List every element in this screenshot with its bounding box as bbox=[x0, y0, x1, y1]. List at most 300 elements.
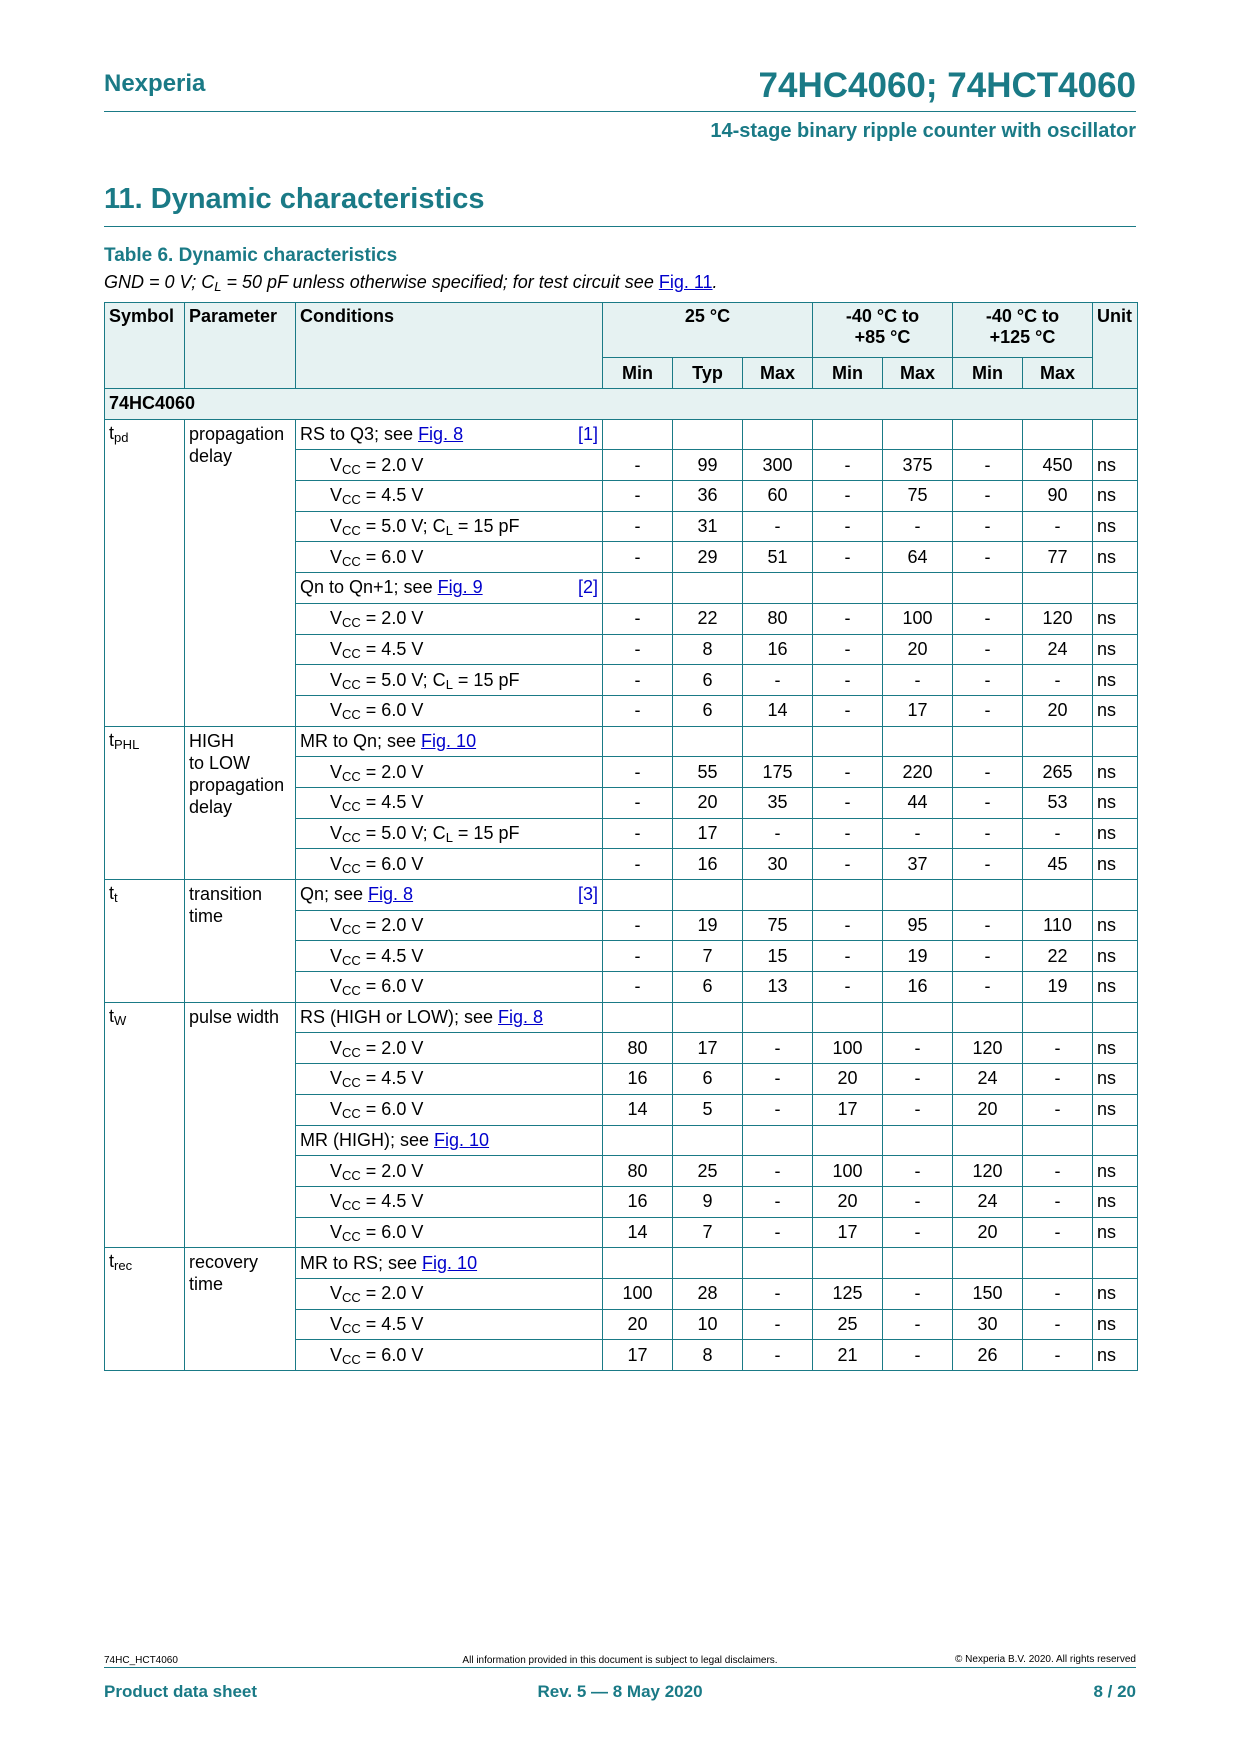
value-cell: - bbox=[603, 603, 673, 634]
unit-cell: ns bbox=[1093, 1033, 1138, 1064]
value-cell: - bbox=[1023, 1156, 1093, 1187]
value-cell: 28 bbox=[673, 1278, 743, 1309]
empty-cell bbox=[813, 880, 883, 911]
col-header-125c: -40 °C to +125 °C bbox=[953, 303, 1093, 358]
condition-vcc: $V_{CC} = 4.5$ V bbox=[296, 1186, 603, 1217]
table-row bbox=[105, 419, 1138, 450]
table-caption: Table 6. Dynamic characteristics bbox=[104, 245, 398, 266]
value-cell: 53 bbox=[1023, 787, 1093, 818]
value-cell: 80 bbox=[603, 1033, 673, 1064]
condition-heading: MR to Qn; see Fig. 10 bbox=[296, 726, 603, 757]
value-cell: 8 bbox=[673, 634, 743, 665]
col-header-min: Min bbox=[813, 358, 883, 389]
value-cell: 75 bbox=[883, 481, 953, 512]
condition-heading: Qn; see Fig. 8 [3] bbox=[296, 880, 603, 911]
value-cell: - bbox=[883, 1186, 953, 1217]
footnote-ref[interactable]: [3] bbox=[577, 884, 598, 904]
unit-cell: ns bbox=[1093, 481, 1138, 512]
empty-cell bbox=[673, 1125, 743, 1156]
value-cell: - bbox=[743, 818, 813, 849]
empty-cell bbox=[813, 573, 883, 604]
value-cell: - bbox=[813, 695, 883, 726]
unit-cell: ns bbox=[1093, 941, 1138, 972]
empty-cell bbox=[603, 419, 673, 450]
figure-link[interactable]: Fig. 9 bbox=[437, 577, 483, 598]
empty-cell bbox=[883, 1002, 953, 1033]
empty-cell bbox=[743, 1248, 813, 1279]
value-cell: 26 bbox=[953, 1340, 1023, 1371]
value-cell: - bbox=[953, 695, 1023, 726]
empty-cell bbox=[813, 419, 883, 450]
unit-cell: ns bbox=[1093, 910, 1138, 941]
value-cell: 17 bbox=[673, 818, 743, 849]
empty-cell bbox=[1023, 726, 1093, 757]
empty-cell bbox=[673, 573, 743, 604]
value-cell: 24 bbox=[953, 1186, 1023, 1217]
condition-vcc: $V_{CC} = 2.0$ V bbox=[296, 1278, 603, 1309]
figure-link[interactable]: Fig. 8 bbox=[368, 884, 414, 905]
value-cell: - bbox=[883, 818, 953, 849]
footer-doc-id: 74HC_HCT4060 bbox=[104, 1655, 178, 1666]
value-cell: - bbox=[883, 1064, 953, 1095]
value-cell: - bbox=[603, 481, 673, 512]
value-cell: - bbox=[743, 1278, 813, 1309]
value-cell: 22 bbox=[1023, 941, 1093, 972]
col-header-85c: -40 °C to +85 °C bbox=[813, 303, 953, 358]
unit-cell: ns bbox=[1093, 1340, 1138, 1371]
condition-vcc: $V_{CC} = 2.0$ V bbox=[296, 1156, 603, 1187]
value-cell: 450 bbox=[1023, 450, 1093, 481]
empty-cell bbox=[1093, 573, 1138, 604]
value-cell: 120 bbox=[1023, 603, 1093, 634]
value-cell: 6 bbox=[673, 695, 743, 726]
value-cell: 6 bbox=[673, 1064, 743, 1095]
value-cell: 375 bbox=[883, 450, 953, 481]
value-cell: - bbox=[953, 849, 1023, 880]
condition-vcc: $V_{CC} = 6.0$ V bbox=[296, 542, 603, 573]
unit-cell: ns bbox=[1093, 1186, 1138, 1217]
condition-vcc: $V_{CC} = 4.5$ V bbox=[296, 787, 603, 818]
empty-cell bbox=[603, 726, 673, 757]
value-cell: 22 bbox=[673, 603, 743, 634]
value-cell: - bbox=[1023, 1186, 1093, 1217]
value-cell: 37 bbox=[883, 849, 953, 880]
value-cell: - bbox=[603, 818, 673, 849]
value-cell: - bbox=[743, 1156, 813, 1187]
value-cell: - bbox=[1023, 1278, 1093, 1309]
table-row bbox=[105, 1002, 1138, 1033]
value-cell: - bbox=[813, 603, 883, 634]
empty-cell bbox=[953, 1248, 1023, 1279]
value-cell: 25 bbox=[813, 1309, 883, 1340]
condition-vcc: $V_{CC} = 6.0$ V bbox=[296, 972, 603, 1003]
empty-cell bbox=[953, 573, 1023, 604]
value-cell: 20 bbox=[603, 1309, 673, 1340]
value-cell: 77 bbox=[1023, 542, 1093, 573]
unit-cell: ns bbox=[1093, 1094, 1138, 1125]
unit-cell: ns bbox=[1093, 542, 1138, 573]
value-cell: - bbox=[603, 972, 673, 1003]
value-cell: - bbox=[883, 1033, 953, 1064]
value-cell: - bbox=[1023, 1309, 1093, 1340]
value-cell: 220 bbox=[883, 757, 953, 788]
col-header-min: Min bbox=[603, 358, 673, 389]
empty-cell bbox=[813, 726, 883, 757]
value-cell: 75 bbox=[743, 910, 813, 941]
value-cell: - bbox=[953, 634, 1023, 665]
value-cell: 100 bbox=[813, 1033, 883, 1064]
value-cell: 8 bbox=[673, 1340, 743, 1371]
table-row bbox=[105, 880, 1138, 911]
value-cell: - bbox=[813, 941, 883, 972]
condition-vcc: $V_{CC} = 4.5$ V bbox=[296, 1309, 603, 1340]
symbol-cell: $t_W$ bbox=[105, 1002, 185, 1248]
value-cell: - bbox=[603, 542, 673, 573]
condition-vcc: $V_{CC} = 4.5$ V bbox=[296, 941, 603, 972]
value-cell: - bbox=[1023, 1064, 1093, 1095]
value-cell: - bbox=[953, 972, 1023, 1003]
unit-cell: ns bbox=[1093, 665, 1138, 696]
col-header-max: Max bbox=[743, 358, 813, 389]
condition-vcc: $V_{CC} = 6.0$ V bbox=[296, 1094, 603, 1125]
value-cell: - bbox=[813, 972, 883, 1003]
col-header-typ: Typ bbox=[673, 358, 743, 389]
value-cell: - bbox=[883, 1340, 953, 1371]
value-cell: - bbox=[813, 634, 883, 665]
col-header-conditions: Conditions bbox=[296, 303, 603, 389]
value-cell: 19 bbox=[1023, 972, 1093, 1003]
condition-vcc: $V_{CC} = 2.0$ V bbox=[296, 757, 603, 788]
value-cell: 14 bbox=[603, 1217, 673, 1248]
value-cell: - bbox=[1023, 818, 1093, 849]
value-cell: 175 bbox=[743, 757, 813, 788]
value-cell: - bbox=[813, 511, 883, 542]
empty-cell bbox=[883, 726, 953, 757]
unit-cell: ns bbox=[1093, 634, 1138, 665]
unit-cell: ns bbox=[1093, 787, 1138, 818]
unit-cell: ns bbox=[1093, 1309, 1138, 1340]
value-cell: - bbox=[883, 1156, 953, 1187]
value-cell: 20 bbox=[953, 1094, 1023, 1125]
condition-vcc: $V_{CC} = 2.0$ V bbox=[296, 603, 603, 634]
condition-vcc: $V_{CC} = 5.0$ V; $C_L = 15$ pF bbox=[296, 818, 603, 849]
value-cell: - bbox=[743, 511, 813, 542]
value-cell: 25 bbox=[673, 1156, 743, 1187]
value-cell: - bbox=[1023, 511, 1093, 542]
value-cell: - bbox=[743, 1217, 813, 1248]
empty-cell bbox=[1023, 1002, 1093, 1033]
value-cell: 60 bbox=[743, 481, 813, 512]
symbol-cell: $t_{PHL}$ bbox=[105, 726, 185, 879]
empty-cell bbox=[953, 880, 1023, 911]
empty-cell bbox=[953, 1002, 1023, 1033]
value-cell: 29 bbox=[673, 542, 743, 573]
empty-cell bbox=[1093, 726, 1138, 757]
parameter-cell: propagation delay bbox=[185, 419, 296, 726]
empty-cell bbox=[603, 573, 673, 604]
value-cell: 17 bbox=[813, 1094, 883, 1125]
condition-vcc: $V_{CC} = 6.0$ V bbox=[296, 1217, 603, 1248]
empty-cell bbox=[883, 419, 953, 450]
value-cell: 100 bbox=[603, 1278, 673, 1309]
parameter-cell: transition time bbox=[185, 880, 296, 1003]
value-cell: 16 bbox=[673, 849, 743, 880]
table-body bbox=[105, 389, 1138, 1371]
figure-link[interactable]: Fig. 8 bbox=[498, 1007, 544, 1028]
symbol-cell: $t_{pd}$ bbox=[105, 419, 185, 726]
value-cell: 20 bbox=[883, 634, 953, 665]
condition-vcc: $V_{CC} = 6.0$ V bbox=[296, 1340, 603, 1371]
empty-cell bbox=[883, 573, 953, 604]
value-cell: 20 bbox=[813, 1064, 883, 1095]
value-cell: 16 bbox=[603, 1064, 673, 1095]
document-subtitle: 14-stage binary ripple counter with oscillator bbox=[710, 120, 1136, 142]
condition-vcc: $V_{CC} = 4.5$ V bbox=[296, 481, 603, 512]
footer-revision: Rev. 5 — 8 May 2020 bbox=[537, 1682, 703, 1701]
value-cell: 17 bbox=[813, 1217, 883, 1248]
unit-cell: ns bbox=[1093, 511, 1138, 542]
table-note: GND = 0 V; $C_L = 50$ pF unless otherwise specified; for test circuit see Fig. 11. bbox=[104, 272, 718, 294]
unit-cell: ns bbox=[1093, 818, 1138, 849]
value-cell: - bbox=[743, 1064, 813, 1095]
empty-cell bbox=[953, 726, 1023, 757]
empty-cell bbox=[743, 419, 813, 450]
value-cell: 30 bbox=[953, 1309, 1023, 1340]
empty-cell bbox=[673, 726, 743, 757]
footnote-ref[interactable]: [1] bbox=[577, 423, 598, 444]
empty-cell bbox=[603, 1125, 673, 1156]
value-cell: 20 bbox=[673, 787, 743, 818]
col-header-min: Min bbox=[953, 358, 1023, 389]
group-label: 74HC4060 bbox=[105, 389, 1138, 420]
value-cell: 120 bbox=[953, 1156, 1023, 1187]
value-cell: 16 bbox=[883, 972, 953, 1003]
unit-cell: ns bbox=[1093, 450, 1138, 481]
value-cell: 120 bbox=[953, 1033, 1023, 1064]
value-cell: - bbox=[953, 665, 1023, 696]
value-cell: 13 bbox=[743, 972, 813, 1003]
value-cell: - bbox=[953, 941, 1023, 972]
value-cell: - bbox=[813, 542, 883, 573]
empty-cell bbox=[813, 1248, 883, 1279]
condition-vcc: $V_{CC} = 4.5$ V bbox=[296, 1064, 603, 1095]
col-header-25c: 25 °C bbox=[603, 303, 813, 358]
footer-disclaimer: All information provided in this document is subject to legal disclaimers. bbox=[462, 1655, 778, 1666]
value-cell: - bbox=[813, 818, 883, 849]
value-cell: 17 bbox=[673, 1033, 743, 1064]
value-cell: 36 bbox=[673, 481, 743, 512]
value-cell: - bbox=[883, 1094, 953, 1125]
figure-link[interactable]: Fig. 10 bbox=[434, 1129, 490, 1150]
value-cell: - bbox=[603, 910, 673, 941]
value-cell: - bbox=[953, 818, 1023, 849]
value-cell: 6 bbox=[673, 665, 743, 696]
value-cell: - bbox=[953, 603, 1023, 634]
footer-page-number: 8 / 20 bbox=[1093, 1682, 1136, 1701]
value-cell: - bbox=[603, 511, 673, 542]
value-cell: - bbox=[813, 665, 883, 696]
empty-cell bbox=[673, 1002, 743, 1033]
value-cell: - bbox=[603, 634, 673, 665]
unit-cell: ns bbox=[1093, 603, 1138, 634]
unit-cell: ns bbox=[1093, 757, 1138, 788]
value-cell: 150 bbox=[953, 1278, 1023, 1309]
header-divider bbox=[104, 111, 1136, 112]
value-cell: - bbox=[603, 665, 673, 696]
value-cell: - bbox=[953, 450, 1023, 481]
value-cell: 19 bbox=[673, 910, 743, 941]
empty-cell bbox=[673, 880, 743, 911]
value-cell: 9 bbox=[673, 1186, 743, 1217]
value-cell: - bbox=[953, 757, 1023, 788]
value-cell: 7 bbox=[673, 941, 743, 972]
footer-divider bbox=[104, 1667, 1136, 1668]
footer-doc-type: Product data sheet bbox=[104, 1682, 258, 1701]
value-cell: - bbox=[1023, 1217, 1093, 1248]
value-cell: - bbox=[953, 910, 1023, 941]
value-cell: - bbox=[953, 481, 1023, 512]
condition-vcc: $V_{CC} = 2.0$ V bbox=[296, 450, 603, 481]
group-row bbox=[105, 389, 1138, 420]
parameter-cell: pulse width bbox=[185, 1002, 296, 1248]
empty-cell bbox=[883, 880, 953, 911]
empty-cell bbox=[1023, 419, 1093, 450]
empty-cell bbox=[743, 573, 813, 604]
unit-cell: ns bbox=[1093, 972, 1138, 1003]
dynamic-characteristics-table bbox=[104, 302, 1138, 1371]
unit-cell: ns bbox=[1093, 849, 1138, 880]
col-header-max: Max bbox=[883, 358, 953, 389]
condition-heading: RS (HIGH or LOW); see Fig. 8 bbox=[296, 1002, 603, 1033]
empty-cell bbox=[1023, 880, 1093, 911]
section-heading: 11. Dynamic characteristics bbox=[104, 183, 485, 215]
value-cell: 100 bbox=[883, 603, 953, 634]
condition-vcc: $V_{CC} = 4.5$ V bbox=[296, 634, 603, 665]
value-cell: - bbox=[603, 941, 673, 972]
value-cell: - bbox=[883, 511, 953, 542]
condition-vcc: $V_{CC} = 5.0$ V; $C_L = 15$ pF bbox=[296, 511, 603, 542]
col-header-symbol: Symbol bbox=[105, 303, 185, 389]
empty-cell bbox=[813, 1002, 883, 1033]
value-cell: - bbox=[883, 1309, 953, 1340]
table-row bbox=[105, 1248, 1138, 1279]
value-cell: 20 bbox=[953, 1217, 1023, 1248]
symbol-cell: $t_t$ bbox=[105, 880, 185, 1003]
section-divider bbox=[104, 226, 1136, 227]
empty-cell bbox=[1093, 1125, 1138, 1156]
unit-cell: ns bbox=[1093, 1217, 1138, 1248]
unit-cell: ns bbox=[1093, 1156, 1138, 1187]
empty-cell bbox=[883, 1248, 953, 1279]
empty-cell bbox=[953, 419, 1023, 450]
value-cell: 45 bbox=[1023, 849, 1093, 880]
value-cell: 44 bbox=[883, 787, 953, 818]
value-cell: 10 bbox=[673, 1309, 743, 1340]
value-cell: - bbox=[743, 1094, 813, 1125]
value-cell: - bbox=[1023, 665, 1093, 696]
value-cell: - bbox=[743, 1309, 813, 1340]
value-cell: 20 bbox=[1023, 695, 1093, 726]
figure-link[interactable]: Fig. 8 bbox=[418, 424, 464, 445]
value-cell: 5 bbox=[673, 1094, 743, 1125]
empty-cell bbox=[1093, 1002, 1138, 1033]
value-cell: - bbox=[813, 450, 883, 481]
value-cell: 19 bbox=[883, 941, 953, 972]
value-cell: 17 bbox=[883, 695, 953, 726]
value-cell: 100 bbox=[813, 1156, 883, 1187]
parameter-cell: recovery time bbox=[185, 1248, 296, 1371]
value-cell: - bbox=[953, 511, 1023, 542]
value-cell: 24 bbox=[1023, 634, 1093, 665]
footnote-ref[interactable]: [2] bbox=[577, 577, 598, 598]
value-cell: 265 bbox=[1023, 757, 1093, 788]
value-cell: - bbox=[813, 481, 883, 512]
col-header-unit: Unit bbox=[1093, 303, 1138, 389]
unit-cell: ns bbox=[1093, 1278, 1138, 1309]
condition-heading: RS to Q3; see Fig. 8 [1] bbox=[296, 419, 603, 450]
parameter-cell: HIGH to LOW propagation delay bbox=[185, 726, 296, 879]
empty-cell bbox=[1023, 1125, 1093, 1156]
value-cell: 125 bbox=[813, 1278, 883, 1309]
empty-cell bbox=[743, 726, 813, 757]
value-cell: 30 bbox=[743, 849, 813, 880]
fig-11-link[interactable]: Fig. 11 bbox=[658, 272, 713, 292]
value-cell: - bbox=[813, 849, 883, 880]
empty-cell bbox=[883, 1125, 953, 1156]
value-cell: - bbox=[603, 757, 673, 788]
empty-cell bbox=[1093, 419, 1138, 450]
value-cell: - bbox=[813, 787, 883, 818]
value-cell: - bbox=[883, 665, 953, 696]
condition-heading: MR to RS; see Fig. 10 bbox=[296, 1248, 603, 1279]
value-cell: - bbox=[743, 1340, 813, 1371]
unit-cell: ns bbox=[1093, 695, 1138, 726]
empty-cell bbox=[1093, 1248, 1138, 1279]
value-cell: 15 bbox=[743, 941, 813, 972]
empty-cell bbox=[673, 1248, 743, 1279]
figure-link[interactable]: Fig. 10 bbox=[422, 1252, 478, 1273]
condition-vcc: $V_{CC} = 2.0$ V bbox=[296, 910, 603, 941]
value-cell: 14 bbox=[603, 1094, 673, 1125]
col-header-parameter: Parameter bbox=[185, 303, 296, 389]
condition-vcc: $V_{CC} = 5.0$ V; $C_L = 15$ pF bbox=[296, 665, 603, 696]
brand-name: Nexperia bbox=[104, 70, 206, 97]
empty-cell bbox=[813, 1125, 883, 1156]
empty-cell bbox=[953, 1125, 1023, 1156]
value-cell: 99 bbox=[673, 450, 743, 481]
symbol-cell: $t_{rec}$ bbox=[105, 1248, 185, 1371]
value-cell: 21 bbox=[813, 1340, 883, 1371]
value-cell: 16 bbox=[743, 634, 813, 665]
condition-vcc: $V_{CC} = 6.0$ V bbox=[296, 849, 603, 880]
empty-cell bbox=[743, 1125, 813, 1156]
value-cell: - bbox=[883, 1278, 953, 1309]
value-cell: 64 bbox=[883, 542, 953, 573]
value-cell: 300 bbox=[743, 450, 813, 481]
value-cell: - bbox=[603, 695, 673, 726]
figure-link[interactable]: Fig. 10 bbox=[421, 730, 477, 751]
value-cell: - bbox=[603, 450, 673, 481]
condition-heading: MR (HIGH); see Fig. 10 bbox=[296, 1125, 603, 1156]
value-cell: 17 bbox=[603, 1340, 673, 1371]
value-cell: 80 bbox=[603, 1156, 673, 1187]
value-cell: - bbox=[603, 787, 673, 818]
value-cell: 24 bbox=[953, 1064, 1023, 1095]
value-cell: 16 bbox=[603, 1186, 673, 1217]
value-cell: - bbox=[743, 665, 813, 696]
value-cell: - bbox=[813, 757, 883, 788]
condition-vcc: $V_{CC} = 6.0$ V bbox=[296, 695, 603, 726]
